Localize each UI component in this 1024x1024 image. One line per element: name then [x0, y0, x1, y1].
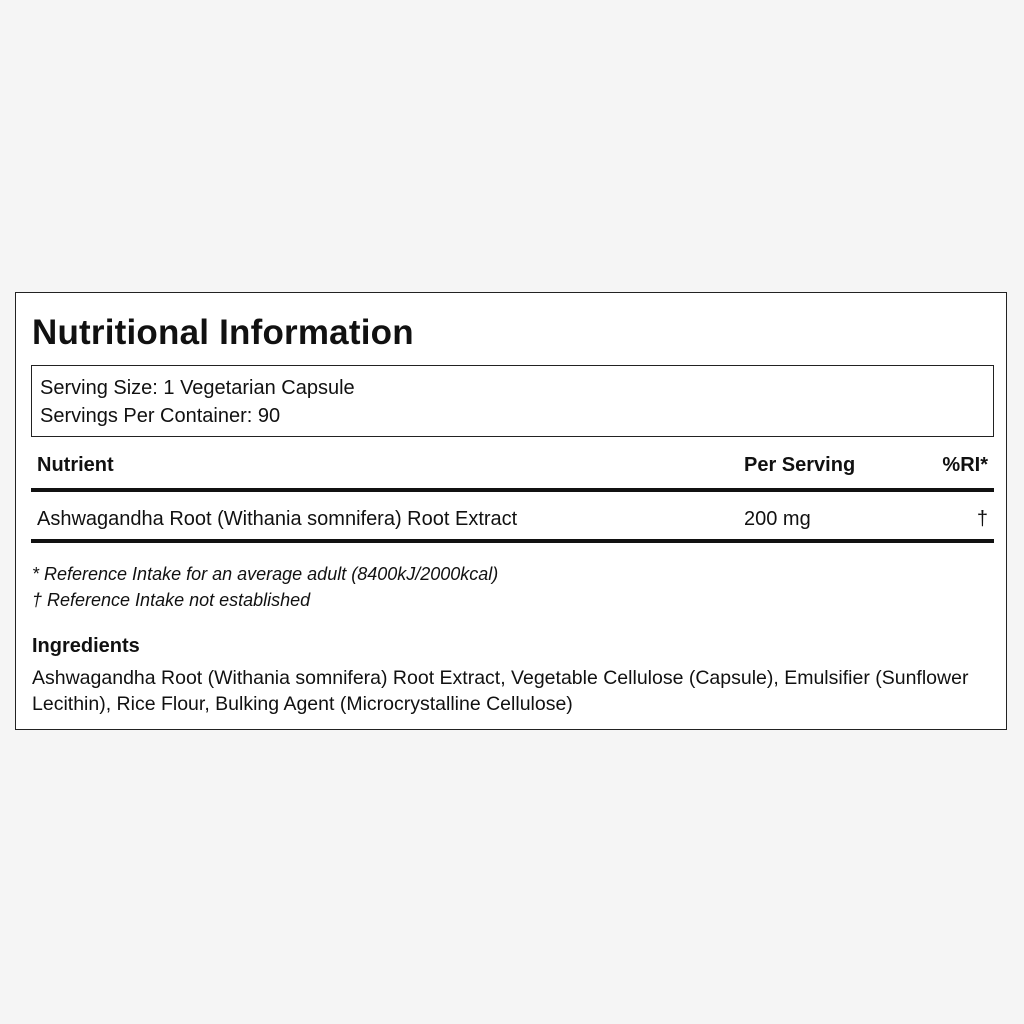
- table-header: [31, 453, 994, 485]
- header-ri: %RI*: [942, 454, 988, 476]
- header-nutrient: Nutrient: [37, 454, 114, 476]
- table-divider-top: [31, 488, 994, 492]
- panel-title: Nutritional Information: [32, 313, 414, 352]
- servings-per-container: Servings Per Container: 90: [40, 405, 281, 427]
- reference-intake-note: * Reference Intake for an average adult (8400kJ/2000kcal): [32, 564, 499, 584]
- not-established-note: † Reference Intake not established: [32, 590, 311, 610]
- table-divider-bottom: [31, 539, 994, 543]
- row-ri: †: [976, 508, 988, 530]
- row-nutrient: Ashwagandha Root (Withania somnifera) Root Extract: [37, 508, 518, 530]
- nutrition-panel: [15, 292, 1007, 730]
- serving-info-box: [31, 365, 994, 437]
- ingredients-text: Ashwagandha Root (Withania somnifera) Root Extract, Vegetable Cellulose (Capsule), Emulsifier (Sunflower Lecithin), Rice Flour, Bulking Agent (Microcrystalline Cellulose): [32, 667, 969, 715]
- ingredients-title: Ingredients: [32, 635, 140, 657]
- table-row: [31, 507, 994, 533]
- serving-size: Serving Size: 1 Vegetarian Capsule: [40, 377, 355, 399]
- row-per-serving: 200 mg: [744, 508, 811, 530]
- header-per-serving: Per Serving: [744, 454, 856, 476]
